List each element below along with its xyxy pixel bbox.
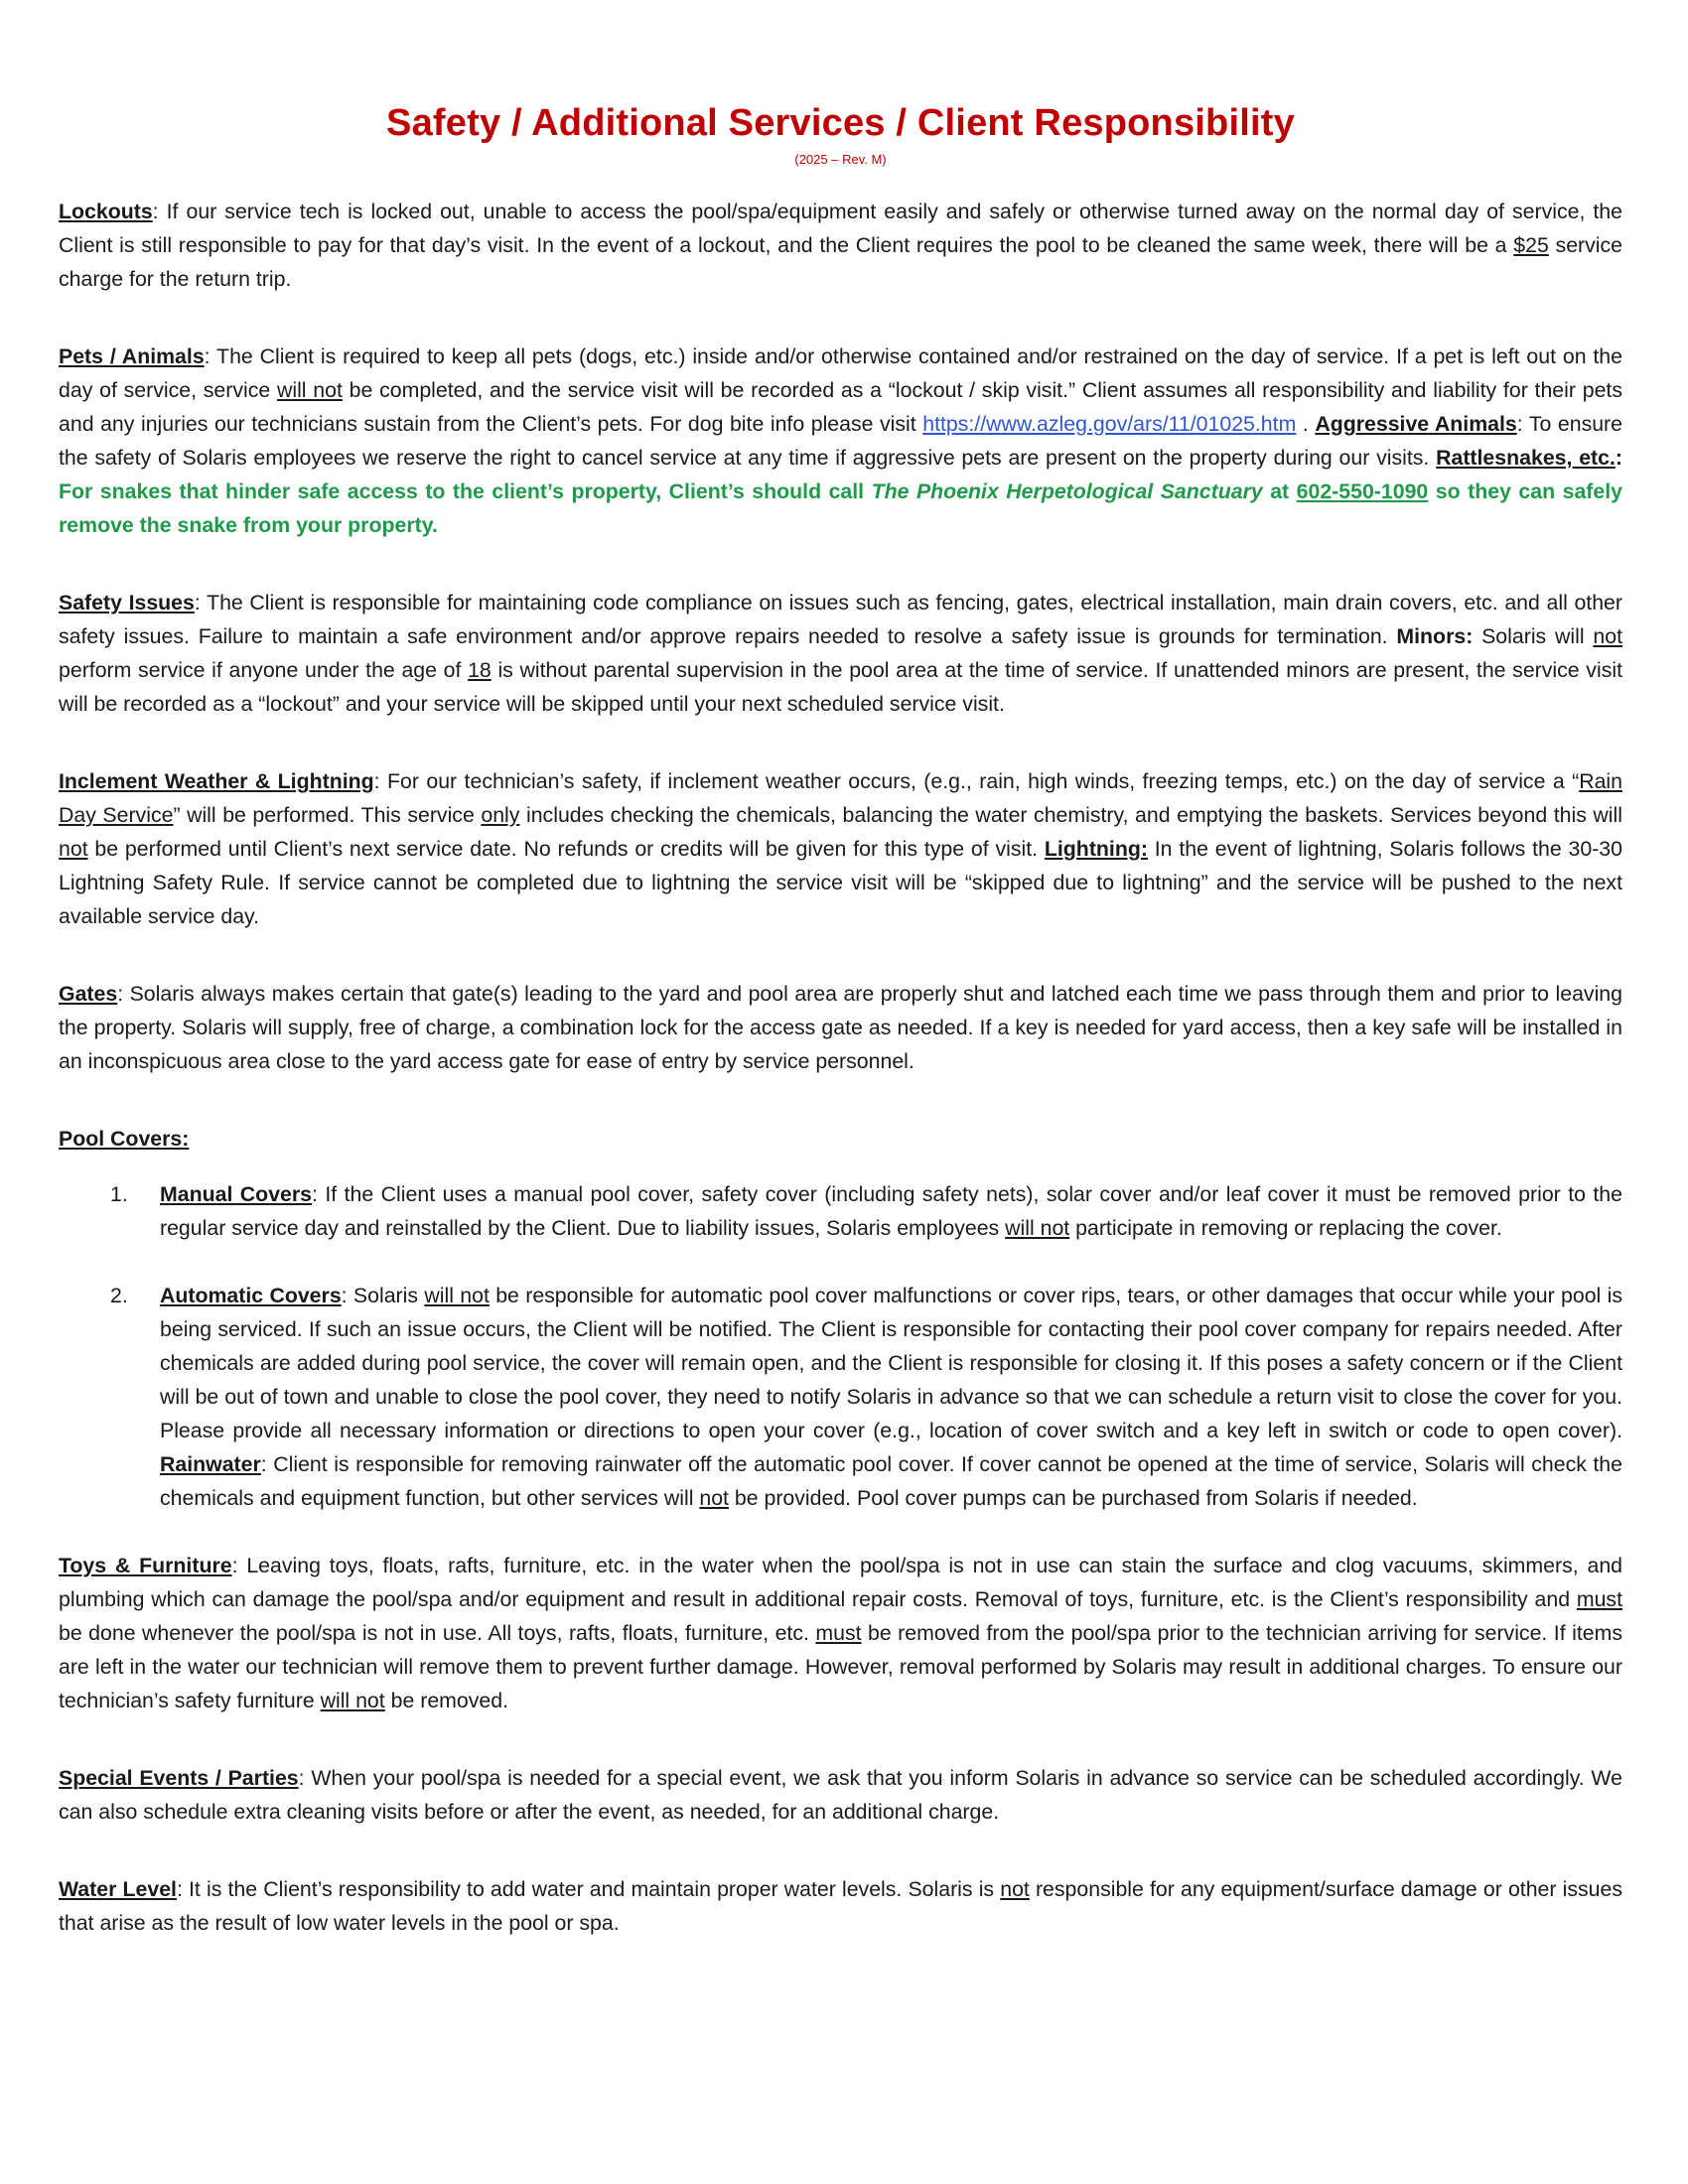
weather-heading: Inclement Weather & Lightning — [59, 769, 374, 793]
lightning-heading: Lightning: — [1044, 837, 1148, 861]
section-pool-covers — [59, 1122, 1622, 1156]
lockouts-heading: Lockouts — [59, 200, 153, 223]
section-special-events: Special Events / Parties: When your pool/spa is needed for a special event, we ask that you inform Solaris in advance so service can be scheduled accordingly. We can also schedule extra cleaning visits before or after the event, as needed, for an additional charge. — [59, 1766, 1622, 1824]
section-safety-issues: Safety Issues: The Client is responsible for maintaining code compliance on issues such as fencing, gates, electrical installation, main drain covers, etc. and all other safety issues. Failure to maintain a safe environment and/or approve repairs needed to resolve a safety issue is grounds for termination. Minors: Solaris will not perform service if anyone under the age of 18 is without parental supervision in the pool area at the time of service. If unattended minors are present, the service visit will be recorded as a “lockout” and your service will be skipped until your next scheduled service visit. — [59, 591, 1622, 716]
document-page — [59, 97, 1622, 1983]
list-item: 1. Manual Covers: If the Client uses a manual pool cover, safety cover (including safety nets), solar cover and/or leaf cover it must be removed prior to the regular service day and reinstalled by the Client. Due to liability issues, Solaris employees will not participate in removing or replacing the cover. — [110, 1182, 1622, 1240]
section-water-level: Water Level: It is the Client’s responsibility to add water and maintain proper water levels. Solaris is not responsible for any equipment/surface damage or other issues that arise as the result of low water levels in the pool or spa. — [59, 1877, 1622, 1935]
pool-covers-heading: Pool Covers: — [59, 1127, 190, 1151]
pool-covers-list — [59, 1177, 1622, 1515]
rattlesnakes-heading: Rattlesnakes, etc. — [1436, 446, 1616, 470]
rainwater-heading: Rainwater — [160, 1452, 261, 1476]
lockout-fee: $25 — [1513, 233, 1549, 257]
section-toys-furniture: Toys & Furniture: Leaving toys, floats, rafts, furniture, etc. in the water when the pool/spa is not in use can stain the surface and clog vacuums, skimmers, and plumbing which can damage the pool/spa and/or equipment and result in additional repair costs. Removal of toys, furniture, etc. is the Client’s responsibility and must be done whenever the pool/spa is not in use. All toys, rafts, floats, furniture, etc. must be removed from the pool/spa prior to the technician arriving for service. If items are left in the water our technician will remove them to prevent further damage. However, removal performed by Solaris may result in additional charges. To ensure our technician’s safety furniture will not be removed. — [59, 1554, 1623, 1712]
list-item: 2. Automatic Covers: Solaris will not be responsible for automatic pool cover malfunctions or cover rips, tears, or other damages that occur while your pool is being serviced. If such an issue occurs, the Client will be notified. The Client is responsible for contacting their pool cover company for repairs needed. After chemicals are added during pool service, the cover will remain open, and the Client is responsible for closing it. If this poses a safety concern or if the Client will be out of town and unable to close the pool cover, they need to notify Solaris in advance so that we can schedule a return visit to close the cover for you. Please provide all necessary information or directions to open your cover (e.g., location of cover switch and a key left in switch or code to open cover). Rainwater: Client is responsible for removing rainwater off the automatic pool cover. If cover cannot be opened at the time of service, Solaris will check the chemicals and equipment function, but other services will not be provided. Pool cover pumps can be purchased from Solaris if needed. — [110, 1284, 1622, 1510]
sanctuary-phone: 602-550-1090 — [1296, 479, 1429, 503]
automatic-covers-heading: Automatic Covers — [160, 1284, 342, 1307]
snake-notice: For snakes that hinder safe access to the client’s property, Client’s should call The Phoenix Herpetological Sanctuary at 602-550-1090 so they can safely remove the snake from your property. — [59, 479, 1622, 537]
revision-label: (2025 – Rev. M) — [794, 152, 887, 167]
minimum-age: 18 — [468, 658, 492, 682]
manual-covers-heading: Manual Covers — [160, 1182, 313, 1206]
dog-bite-info-link[interactable]: https://www.azleg.gov/ars/11/01025.htm — [922, 412, 1297, 436]
sanctuary-name: The Phoenix Herpetological Sanctuary — [871, 479, 1263, 503]
page-title: Safety / Additional Services / Client Responsibility — [386, 102, 1295, 144]
pets-heading: Pets / Animals — [59, 344, 205, 368]
section-lockouts: Lockouts: If our service tech is locked out, unable to access the pool/spa/equipment easily and safely or otherwise turned away on the normal day of service, the Client is still responsible to pay for that day’s visit. In the event of a lockout, and the Client requires the pool to be cleaned the same week, there will be a $25 service charge for the return trip. — [59, 200, 1623, 291]
section-gates: Gates: Solaris always makes certain that gate(s) leading to the yard and pool area are properly shut and latched each time we pass through them and prior to leaving the property. Solaris will supply, free of charge, a combination lock for the access gate as needed. If a key is needed for yard access, then a key safe will be installed in an inconspicuous area close to the yard access gate for ease of entry by service personnel. — [59, 982, 1622, 1073]
section-pets: Pets / Animals: The Client is required to keep all pets (dogs, etc.) inside and/or otherwise contained and/or restrained on the day of service. If a pet is left out on the day of service, service will not be completed, and the service visit will be recorded as a “lockout / skip visit.” Client assumes all responsibility and liability for their pets and any injuries our technicians sustain from the Client’s pets. For dog bite info please visit https://www.azleg.gov/ars/11/01025.htm . Aggressive Animals: To ensure the safety of Solaris employees we reserve the right to cancel service at any time if aggressive pets are present on the property during our visits. Rattlesnakes, etc.: For snakes that hinder safe access to the client’s property, Client’s should call The Phoenix Herpetological Sanctuary at 602-550-1090 so they can safely remove the snake from your property. — [59, 344, 1622, 537]
aggressive-animals-heading: Aggressive Animals — [1315, 412, 1517, 436]
gates-heading: Gates — [59, 982, 118, 1006]
section-weather: Inclement Weather & Lightning: For our technician’s safety, if inclement weather occurs, (e.g., rain, high winds, freezing temps, etc.) on the day of service a “Rain Day Service” will be performed. This service only includes checking the chemicals, balancing the water chemistry, and emptying the baskets. Services beyond this will not be performed until Client’s next service date. No refunds or credits will be given for this type of visit. Lightning: In the event of lightning, Solaris follows the 30-30 Lightning Safety Rule. If service cannot be completed due to lightning the service visit will be “skipped due to lightning” and the service will be pushed to the next available service day. — [59, 769, 1622, 928]
water-level-heading: Water Level — [59, 1877, 177, 1901]
safety-issues-heading: Safety Issues — [59, 591, 195, 614]
toys-furniture-heading: Toys & Furniture — [59, 1554, 232, 1577]
minors-label: Minors: — [1396, 624, 1474, 648]
special-events-heading: Special Events / Parties — [59, 1766, 299, 1790]
